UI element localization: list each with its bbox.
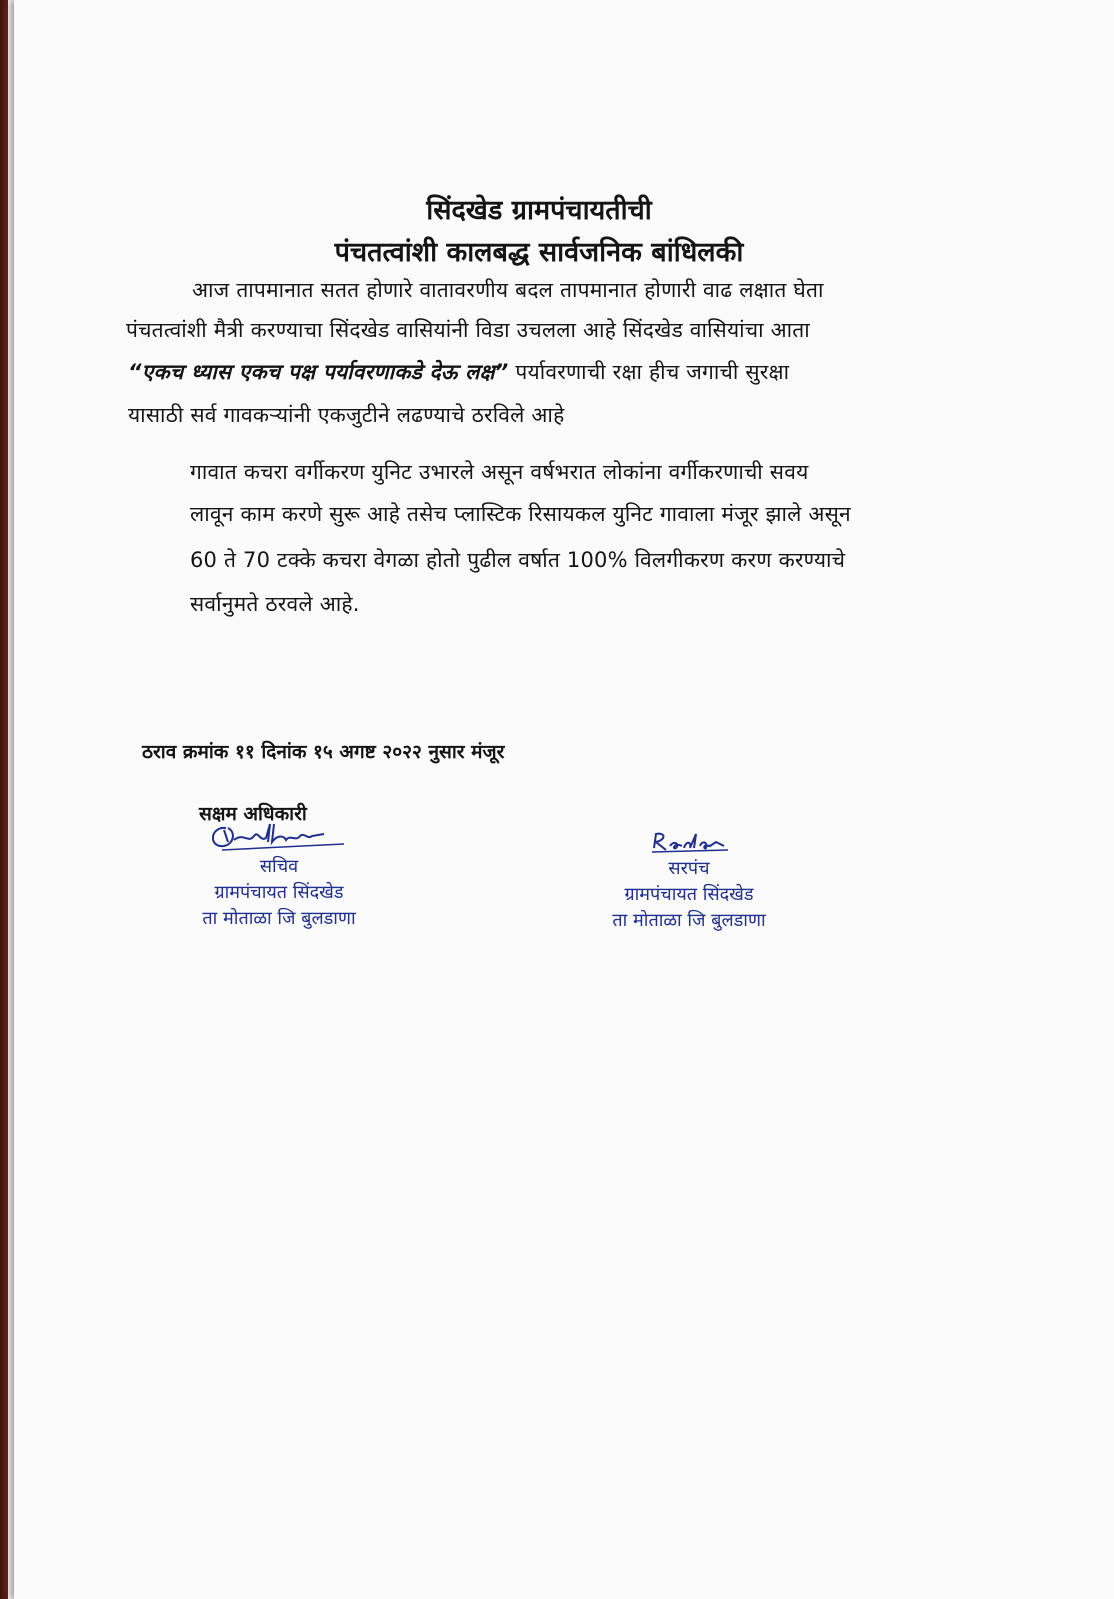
signatory-right-location: ता मोताळा जि बुलडाणा — [612, 910, 766, 931]
signatory-right — [574, 830, 804, 934]
paragraph-1-line-4: यासाठी सर्व गावकऱ्यांनी एकजुटीने लढण्याचे ठरविले आहे — [128, 403, 565, 427]
signatory-right-designation: सरपंच — [668, 858, 710, 879]
paragraph-1-line-3 — [128, 358, 789, 386]
paragraph-1-line-1: आज तापमानात सतत होणारे वातावरणीय बदल तापमानात होणारी वाढ लक्षात घेता — [192, 278, 824, 302]
authority-label: सक्षम अधिकारी — [199, 803, 307, 825]
paragraph-1-line-2: पंचतत्वांशी मैत्री करण्याचा सिंदखेड वासियांनी विडा उचलला आहे सिंदखेड वासियांचा आता — [126, 318, 810, 342]
resolution-note: ठराव क्रमांक ११ दिनांक १५ अगष्ट २०२२ नुसार मंजूर — [142, 741, 505, 763]
slogan: “एकच ध्यास एकच पक्ष पर्यावरणाकडे देऊ लक्ष” — [128, 360, 509, 384]
paragraph-2-line-3: 60 ते 70 टक्के कचरा वेगळा होतो पुढील वर्षात 100% विलगीकरण करण करण्याचे — [190, 548, 846, 572]
document-content — [14, 0, 1114, 1599]
document-title: सिंदखेड ग्रामपंचायतीची — [426, 195, 652, 226]
signature-left — [204, 820, 354, 854]
paragraph-2-line-4: सर्वानुमते ठरवले आहे. — [190, 592, 360, 616]
document-page — [14, 0, 1114, 1599]
document-subtitle: पंचतत्वांशी कालबद्ध सार्वजनिक बांधिलकी — [334, 237, 744, 268]
signature-right — [644, 830, 734, 856]
signatory-left-office: ग्रामपंचायत सिंदखेड — [214, 882, 344, 903]
paragraph-2-line-2: लावून काम करणे सुरू आहे तसेच प्लास्टिक रिसायकल युनिट गावाला मंजूर झाले असून — [190, 502, 851, 526]
signatory-left-designation: सचिव — [259, 856, 299, 877]
signatory-right-office: ग्रामपंचायत सिंदखेड — [624, 884, 754, 905]
signatory-left — [164, 820, 394, 932]
paragraph-2-line-1: गावात कचरा वर्गीकरण युनिट उभारले असून वर्षभरात लोकांना वर्गीकरणाची सवय — [190, 460, 809, 484]
slogan-followup: पर्यावरणाची रक्षा हीच जगाची सुरक्षा — [515, 360, 790, 384]
signatory-left-location: ता मोताळा जि बुलडाणा — [202, 908, 356, 929]
